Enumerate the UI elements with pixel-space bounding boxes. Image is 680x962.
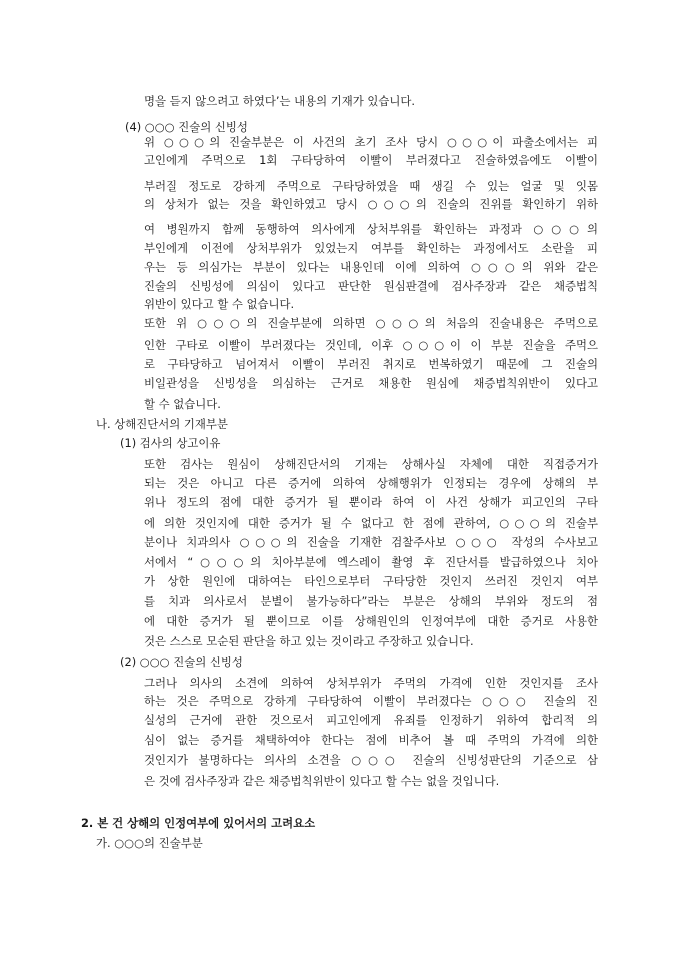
body-line: 진술의 신빙성에 의심이 있다고 판단한 원심판결에 검사주장과 같은 채증법칙 bbox=[144, 279, 598, 293]
body-line: 은 것에 검사주장과 같은 채증법칙위반이 있다고 할 수는 없을 것입니다. bbox=[144, 774, 500, 788]
body-line: 우는 등 의심가는 부분이 있다는 내용인데 이에 의하여 ○○○의 위와 같은 bbox=[144, 260, 598, 274]
subheading: (2) ○○○ 진술의 신빙성 bbox=[120, 655, 243, 669]
body-line: 부러질 정도로 강하게 주먹으로 구타당하였을 때 생길 수 있는 얼굴 및 잇몸 bbox=[144, 179, 598, 193]
body-line: 심이 없는 증거를 채택하여야 한다는 점에 비추어 볼 때 주먹의 가격에 의한 bbox=[144, 733, 598, 747]
body-line: 인한 구타로 이빨이 부러졌다는 것인데, 이후 ○○○이 이 부분 진술을 주먹으 bbox=[144, 338, 598, 352]
subheading: (4) ○○○ 진술의 신빙성 bbox=[125, 120, 248, 134]
body-line: 를 치과 의사로서 분별이 불가능하다”라는 부분은 상해의 부위와 정도의 점 bbox=[144, 594, 598, 608]
body-line: 할 수 없습니다. bbox=[144, 397, 221, 411]
section-heading: 나. 상해진단서의 기재부분 bbox=[96, 417, 228, 431]
body-line: 또한 위 ○○○의 진술부분에 의하면 ○○○의 처음의 진술내용은 주먹으로 bbox=[144, 316, 598, 330]
body-line: 그러나 의사의 소견에 의하여 상처부위가 주먹의 가격에 인한 것인지를 조사 bbox=[144, 676, 598, 690]
body-line: 분이나 치과의사 ○○○의 진술을 기재한 검찰주사보 ○○○ 작성의 수사보고 bbox=[144, 535, 598, 549]
body-line: 위 ○○○의 진술부분은 이 사건의 초기 조사 당시 ○○○이 파출소에서는 피 bbox=[144, 135, 598, 149]
body-line: 여 병원까지 함께 동행하여 의사에게 상처부위를 확인하는 과정과 ○○○의 bbox=[144, 222, 598, 236]
body-line: 가 상한 원인에 대하여는 타인으로부터 구타당한 것인지 쓰러진 것인지 여부 bbox=[144, 574, 598, 588]
section-heading: 가. ○○○의 진술부분 bbox=[96, 836, 203, 850]
body-line: 의 상처가 없는 것을 확인하였고 당시 ○○○의 진술의 진위를 확인하기 위하 bbox=[144, 197, 598, 211]
body-line: 고인에게 주먹으로 1회 구타당하여 이빨이 부러졌다고 진술하였음에도 이빨이 bbox=[144, 153, 598, 167]
body-line: 비일관성을 신빙성을 의심하는 근거로 채용한 원심에 채증법칙위반이 있다고 bbox=[144, 376, 598, 390]
body-line: 서에서 “○○○의 치아부분에 엑스레이 촬영 후 진단서를 발급하였으나 치아 bbox=[144, 555, 598, 569]
body-line: 위반이 있다고 할 수 없습니다. bbox=[144, 297, 295, 311]
subheading: (1) 검사의 상고이유 bbox=[120, 436, 221, 450]
body-line: 위나 정도의 점에 대한 증거가 될 뿐이라 하여 이 사건 상해가 피고인의 구타 bbox=[144, 495, 598, 509]
body-line: 것인지가 불명하다는 의사의 소견을 ○○○ 진술의 신빙성판단의 기준으로 삼 bbox=[144, 753, 598, 767]
body-line: 명을 듣지 않으려고 하였다’는 내용의 기재가 있습니다. bbox=[144, 94, 416, 108]
body-line: 에 대한 증거가 될 뿐이므로 이를 상해원인의 인정여부에 대한 증거로 사용한 bbox=[144, 614, 598, 628]
body-line: 되는 것은 아니고 다른 증거에 의하여 상해행위가 인정되는 경우에 상해의 부 bbox=[144, 476, 598, 490]
body-line: 에 의한 것인지에 대한 증거가 될 수 없다고 한 점에 관하여, ○○○의 진술부 bbox=[144, 516, 598, 530]
body-line: 부인에게 이전에 상처부위가 있었는지 여부를 확인하는 과정에서도 소란을 피 bbox=[144, 241, 598, 255]
body-line: 로 구타당하고 넘어져서 이빨이 부러진 취지로 번복하였기 때문에 그 진술의 bbox=[144, 357, 598, 371]
body-line: 실성의 근거에 관한 것으로서 피고인에게 유죄를 인정하기 위하여 합리적 의 bbox=[144, 713, 598, 727]
body-line: 또한 검사는 원심이 상해진단서의 기재는 상해사실 자체에 대한 직접증거가 bbox=[144, 457, 598, 471]
body-line: 것은 스스로 모순된 판단을 하고 있는 것이라고 주장하고 있습니다. bbox=[144, 634, 474, 648]
body-line: 하는 것은 주먹으로 강하게 구타당하여 이빨이 부러졌다는 ○○○ 진술의 진 bbox=[144, 694, 598, 708]
section-heading: 2. 본 건 상해의 인정여부에 있어서의 고려요소 bbox=[81, 816, 316, 830]
